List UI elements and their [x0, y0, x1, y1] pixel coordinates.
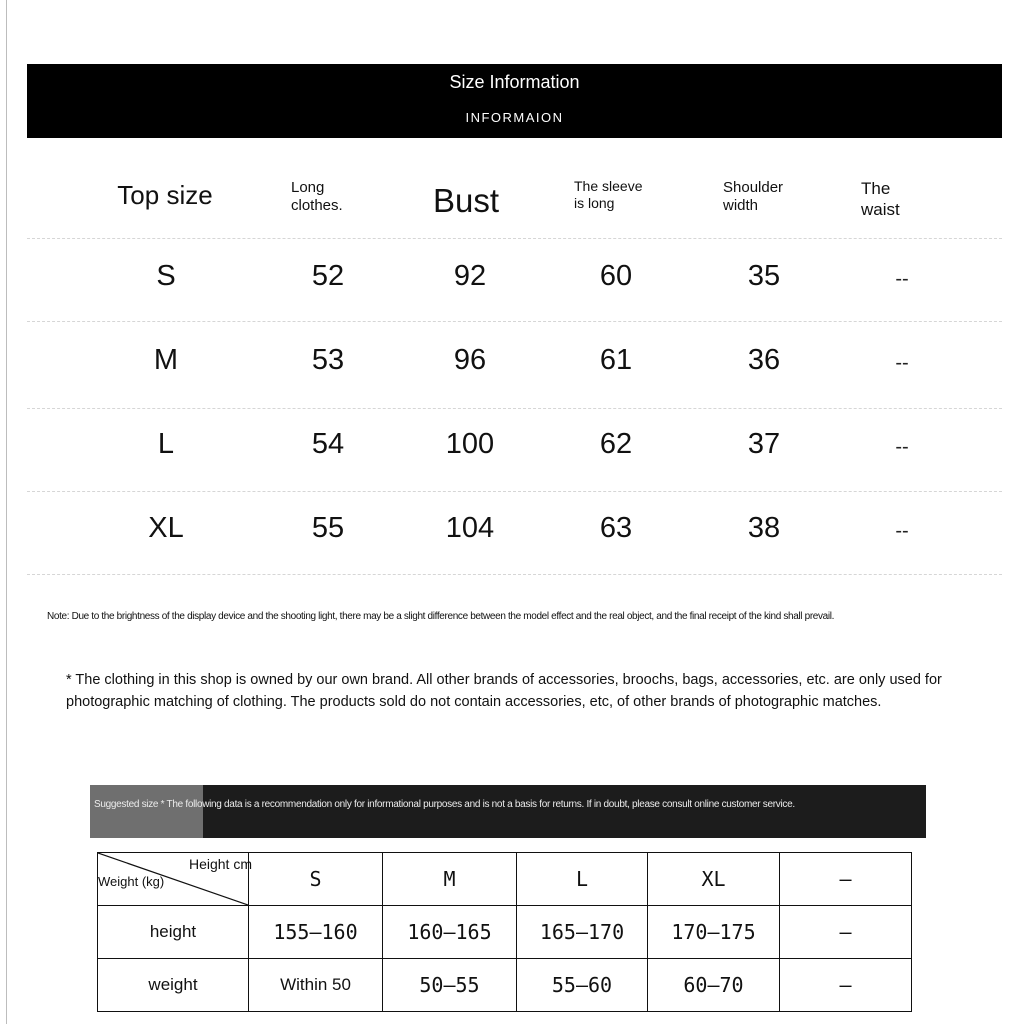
row-separator — [27, 321, 1002, 322]
corner-cell — [98, 853, 252, 906]
corner-height-label: Height cm — [188, 856, 252, 872]
row-s-waist: -- — [895, 268, 909, 290]
col-header-sleeve — [574, 178, 674, 212]
suggested-size-bar — [90, 785, 926, 838]
row-s-size: S — [156, 260, 176, 292]
col-header-long-line1: Long — [291, 179, 325, 196]
row-s-bust: 92 — [453, 260, 487, 292]
size-recommendation-table — [97, 852, 912, 1012]
height-s: 155–160 — [249, 906, 383, 959]
row-l-long: 54 — [311, 428, 345, 460]
col-header-waist-line1: The — [861, 179, 891, 198]
display-note: Note: Due to the brightness of the display device and the shooting light, there may be a slight difference between the model effect and the real object, and the final receipt of the kind shall prevail. — [47, 611, 835, 622]
col-header-waist-line2: waist — [861, 200, 900, 219]
weight-l: 55–60 — [517, 959, 648, 1012]
row-l-shoulder: 37 — [747, 428, 781, 460]
row-m-sleeve: 61 — [599, 344, 633, 376]
size-header-xl: XL — [648, 853, 780, 906]
row-xl-bust: 104 — [445, 512, 495, 544]
col-header-sleeve-line2: is long — [574, 195, 615, 211]
header-title: Size Information — [449, 72, 580, 92]
col-header-shoulder-line1: Shoulder — [723, 179, 784, 196]
row-s-sleeve: 60 — [599, 260, 633, 292]
row-l-waist: -- — [895, 436, 909, 458]
row-separator — [27, 238, 1002, 239]
row-l-size: L — [157, 428, 175, 460]
col-header-bust: Bust — [432, 182, 500, 219]
row-separator — [27, 491, 1002, 492]
height-extra: – — [780, 906, 912, 959]
size-header-l: L — [517, 853, 648, 906]
col-header-long-line2: clothes. — [291, 197, 343, 214]
row-m-bust: 96 — [453, 344, 487, 376]
col-header-waist — [861, 178, 961, 220]
height-m: 160–165 — [383, 906, 517, 959]
row-m-shoulder: 36 — [747, 344, 781, 376]
row-m-size: M — [153, 344, 179, 376]
row-xl-waist: -- — [895, 520, 909, 542]
row-xl-sleeve: 63 — [599, 512, 633, 544]
size-header-extra: – — [780, 853, 912, 906]
height-row-label: height — [98, 906, 249, 959]
table-row — [98, 853, 912, 906]
row-s-long: 52 — [311, 260, 345, 292]
suggested-size-text: Suggested size * The following data is a recommendation only for informational purposes and is not a basis for returns. If in doubt, please consult online customer service. — [94, 799, 795, 810]
col-header-shoulder-line2: width — [723, 197, 759, 214]
col-header-shoulder — [723, 179, 823, 215]
header-subtitle: INFORMAION — [465, 110, 564, 125]
row-separator — [27, 574, 1002, 575]
weight-xl: 60–70 — [648, 959, 780, 1012]
row-xl-shoulder: 38 — [747, 512, 781, 544]
row-s-shoulder: 35 — [747, 260, 781, 292]
height-l: 165–170 — [517, 906, 648, 959]
col-header-sleeve-line1: The sleeve — [574, 178, 643, 194]
row-m-long: 53 — [311, 344, 345, 376]
col-header-long-clothes — [291, 179, 381, 215]
size-header-m: M — [383, 853, 517, 906]
size-header-s: S — [249, 853, 383, 906]
height-xl: 170–175 — [648, 906, 780, 959]
row-xl-size: XL — [148, 512, 184, 544]
size-info-header — [27, 64, 1002, 138]
page-edge-line — [6, 0, 7, 1024]
col-header-top-size: Top size — [117, 180, 213, 210]
brand-disclaimer: * The clothing in this shop is owned by our own brand. All other brands of accessories, broochs, bags, accessories, etc. are only used for photographic matching of clothing. The products sold do not contain accessories, etc, of other brands of photographic matches. — [66, 672, 942, 710]
row-m-waist: -- — [895, 352, 909, 374]
row-separator — [27, 408, 1002, 409]
weight-s: Within 50 — [249, 959, 383, 1012]
table-row — [98, 959, 912, 1012]
suggested-size-bar-shade — [90, 785, 203, 838]
table-row — [98, 906, 912, 959]
weight-extra: – — [780, 959, 912, 1012]
corner-weight-label: Weight (kg) — [98, 874, 165, 889]
row-xl-long: 55 — [311, 512, 345, 544]
row-l-bust: 100 — [445, 428, 495, 460]
row-l-sleeve: 62 — [599, 428, 633, 460]
weight-m: 50–55 — [383, 959, 517, 1012]
weight-row-label: weight — [98, 959, 249, 1012]
